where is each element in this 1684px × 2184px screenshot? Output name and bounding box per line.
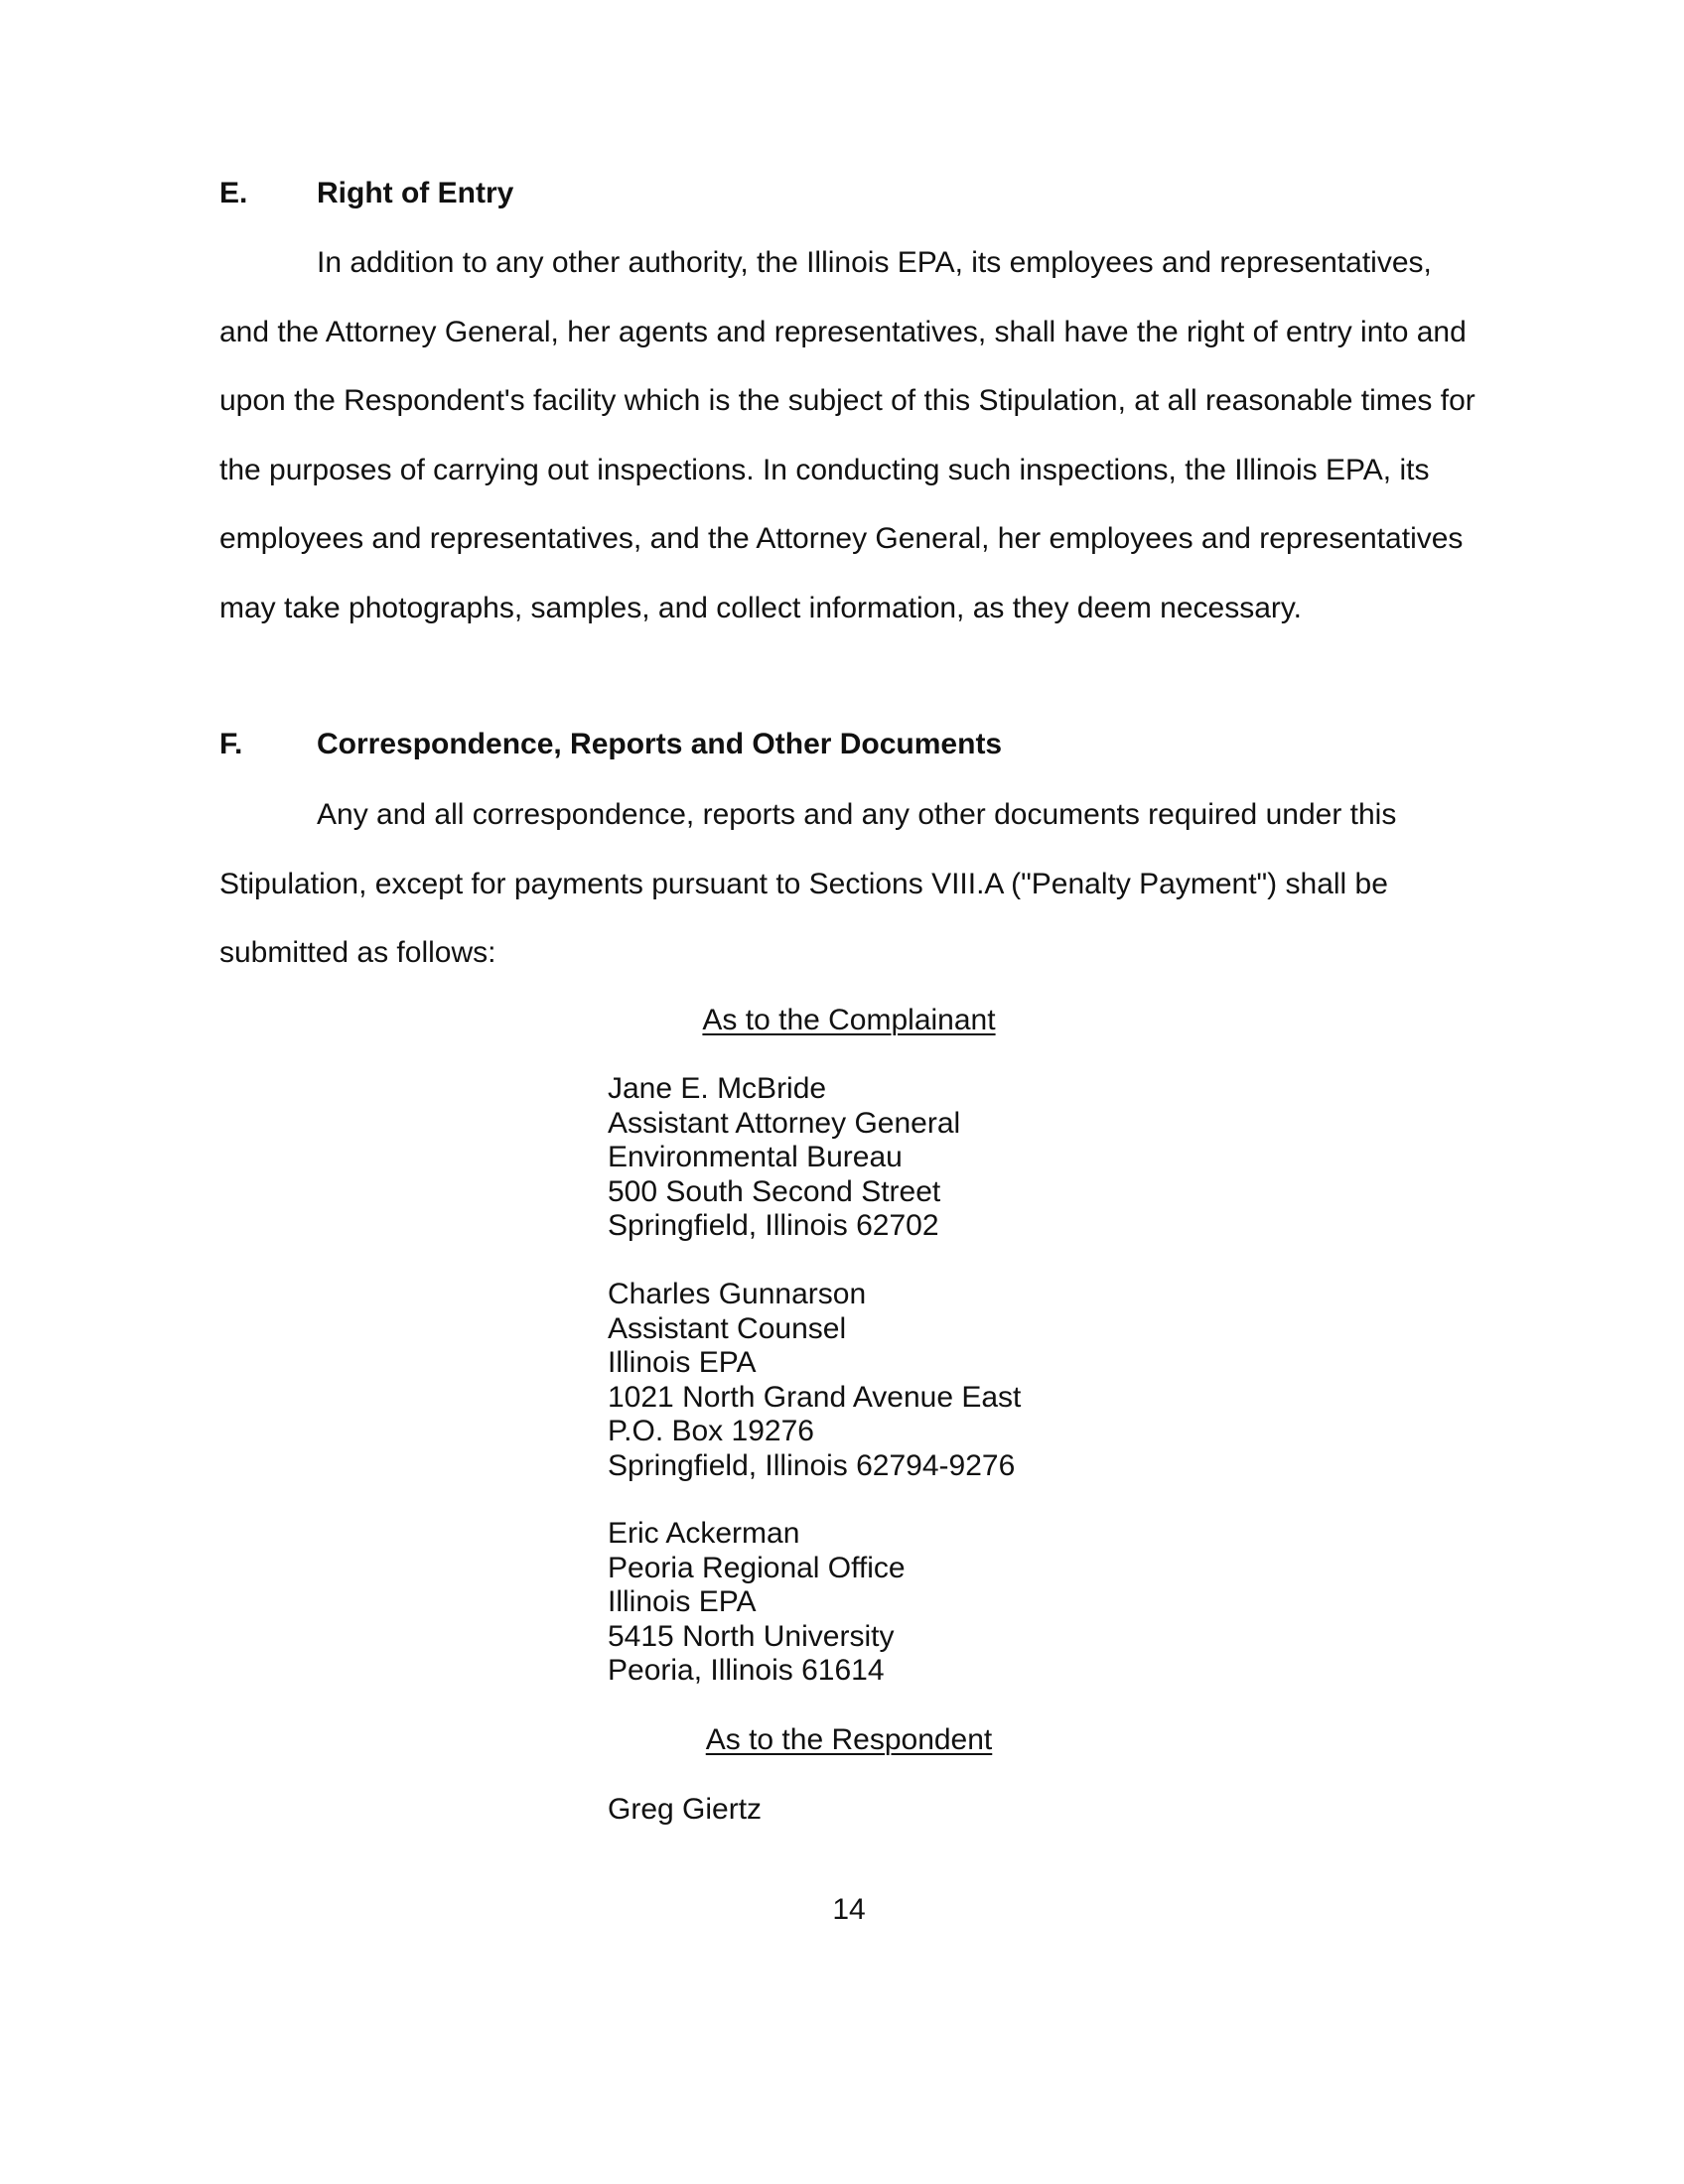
paragraph-line: the purposes of carrying out inspections. In conducting such inspections, the Illinois EPA, its — [219, 453, 1430, 486]
section-e-title: Right of Entry — [317, 177, 514, 209]
address-line: Eric Ackerman — [608, 1517, 800, 1550]
section-f-letter: F. — [219, 728, 243, 760]
address-line: 5415 North University — [608, 1619, 895, 1653]
address-line: Springfield, Illinois 62794-9276 — [608, 1448, 1016, 1482]
address-block-gunnarson — [608, 1278, 1021, 1484]
address-line: Illinois EPA — [608, 1585, 757, 1619]
address-line: Peoria, Illinois 61614 — [608, 1654, 885, 1688]
address-line: Springfield, Illinois 62702 — [608, 1209, 939, 1243]
address-block-ackerman — [608, 1517, 906, 1689]
address-line: Assistant Counsel — [608, 1311, 847, 1345]
paragraph-line: employees and representatives, and the Attorney General, her employees and representatives — [219, 522, 1464, 555]
section-e-paragraph — [219, 228, 1490, 642]
address-line: Assistant Attorney General — [608, 1106, 961, 1140]
paragraph-line: Stipulation, except for payments pursuant to Sections VIII.A ("Penalty Payment") shall be — [219, 867, 1388, 900]
address-block-giertz — [608, 1793, 762, 1828]
page-number: 14 — [832, 1893, 866, 1926]
address-line: Illinois EPA — [608, 1346, 757, 1380]
address-line: Jane E. McBride — [608, 1072, 827, 1105]
section-e-heading — [219, 176, 513, 211]
complainant-heading: As to the Complainant — [702, 1004, 996, 1036]
address-line: 1021 North Grand Avenue East — [608, 1380, 1022, 1414]
section-f-title: Correspondence, Reports and Other Documents — [317, 728, 1003, 760]
address-line: P.O. Box 19276 — [608, 1415, 814, 1448]
paragraph-line: In addition to any other authority, the Illinois EPA, its employees and representatives, — [317, 246, 1432, 279]
section-e-letter: E. — [219, 177, 248, 209]
address-line: Environmental Bureau — [608, 1141, 903, 1174]
address-line: Greg Giertz — [608, 1793, 763, 1826]
paragraph-line: upon the Respondent's facility which is the subject of this Stipulation, at all reasonable times for — [219, 384, 1475, 417]
paragraph-line: Any and all correspondence, reports and any other documents required under this — [317, 798, 1397, 831]
address-block-mcbride — [608, 1072, 960, 1244]
address-line: Peoria Regional Office — [608, 1551, 906, 1584]
address-line: Charles Gunnarson — [608, 1278, 867, 1310]
paragraph-line: may take photographs, samples, and collect information, as they deem necessary. — [219, 591, 1303, 624]
respondent-heading: As to the Respondent — [705, 1723, 993, 1756]
address-line: 500 South Second Street — [608, 1174, 941, 1208]
paragraph-line: and the Attorney General, her agents and representatives, shall have the right of entry into and — [219, 315, 1467, 348]
section-f-paragraph — [219, 780, 1490, 988]
section-f-heading — [219, 727, 1002, 762]
paragraph-line: submitted as follows: — [219, 936, 496, 969]
